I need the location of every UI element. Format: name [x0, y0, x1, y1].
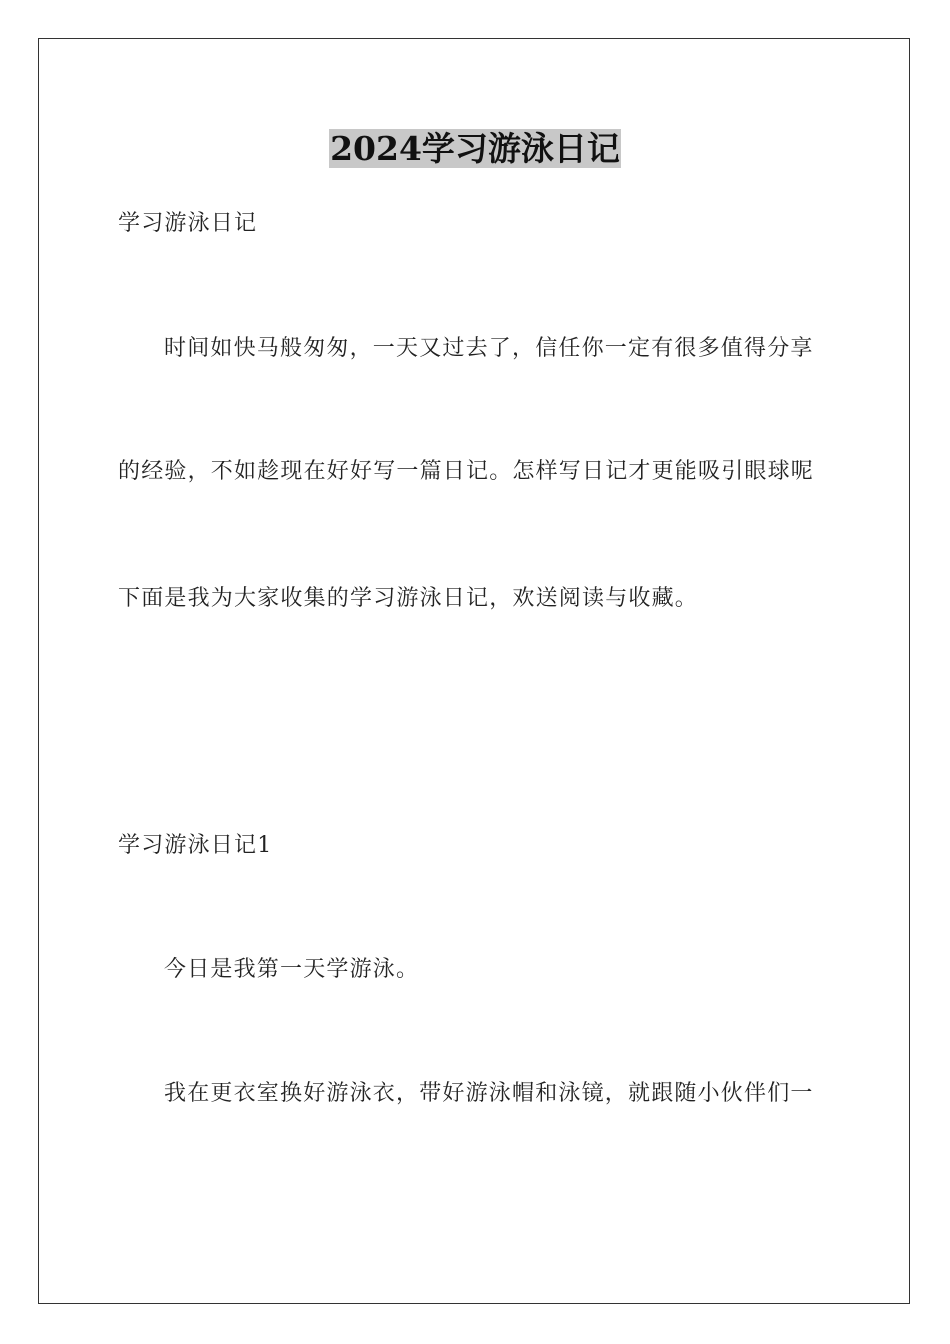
intro-line-2: 的经验，不如趁现在好好写一篇日记。怎样写日记才更能吸引眼球呢 [118, 459, 815, 484]
document-subtitle: 学习游泳日记 [118, 211, 258, 236]
intro-line-1: 时间如快马般匆匆，一天又过去了，信任你一定有很多值得分享 [164, 336, 814, 361]
document-title-text: 2024学习游泳日记 [330, 129, 620, 168]
intro-line-3: 下面是我为大家收集的学习游泳日记，欢送阅读与收藏。 [118, 586, 699, 611]
section-line-1: 今日是我第一天学游泳。 [164, 957, 420, 982]
document-title [0, 128, 950, 170]
section-line-2: 我在更衣室换好游泳衣，带好游泳帽和泳镜，就跟随小伙伴们一 [164, 1081, 814, 1106]
section-heading: 学习游泳日记1 [118, 833, 273, 858]
